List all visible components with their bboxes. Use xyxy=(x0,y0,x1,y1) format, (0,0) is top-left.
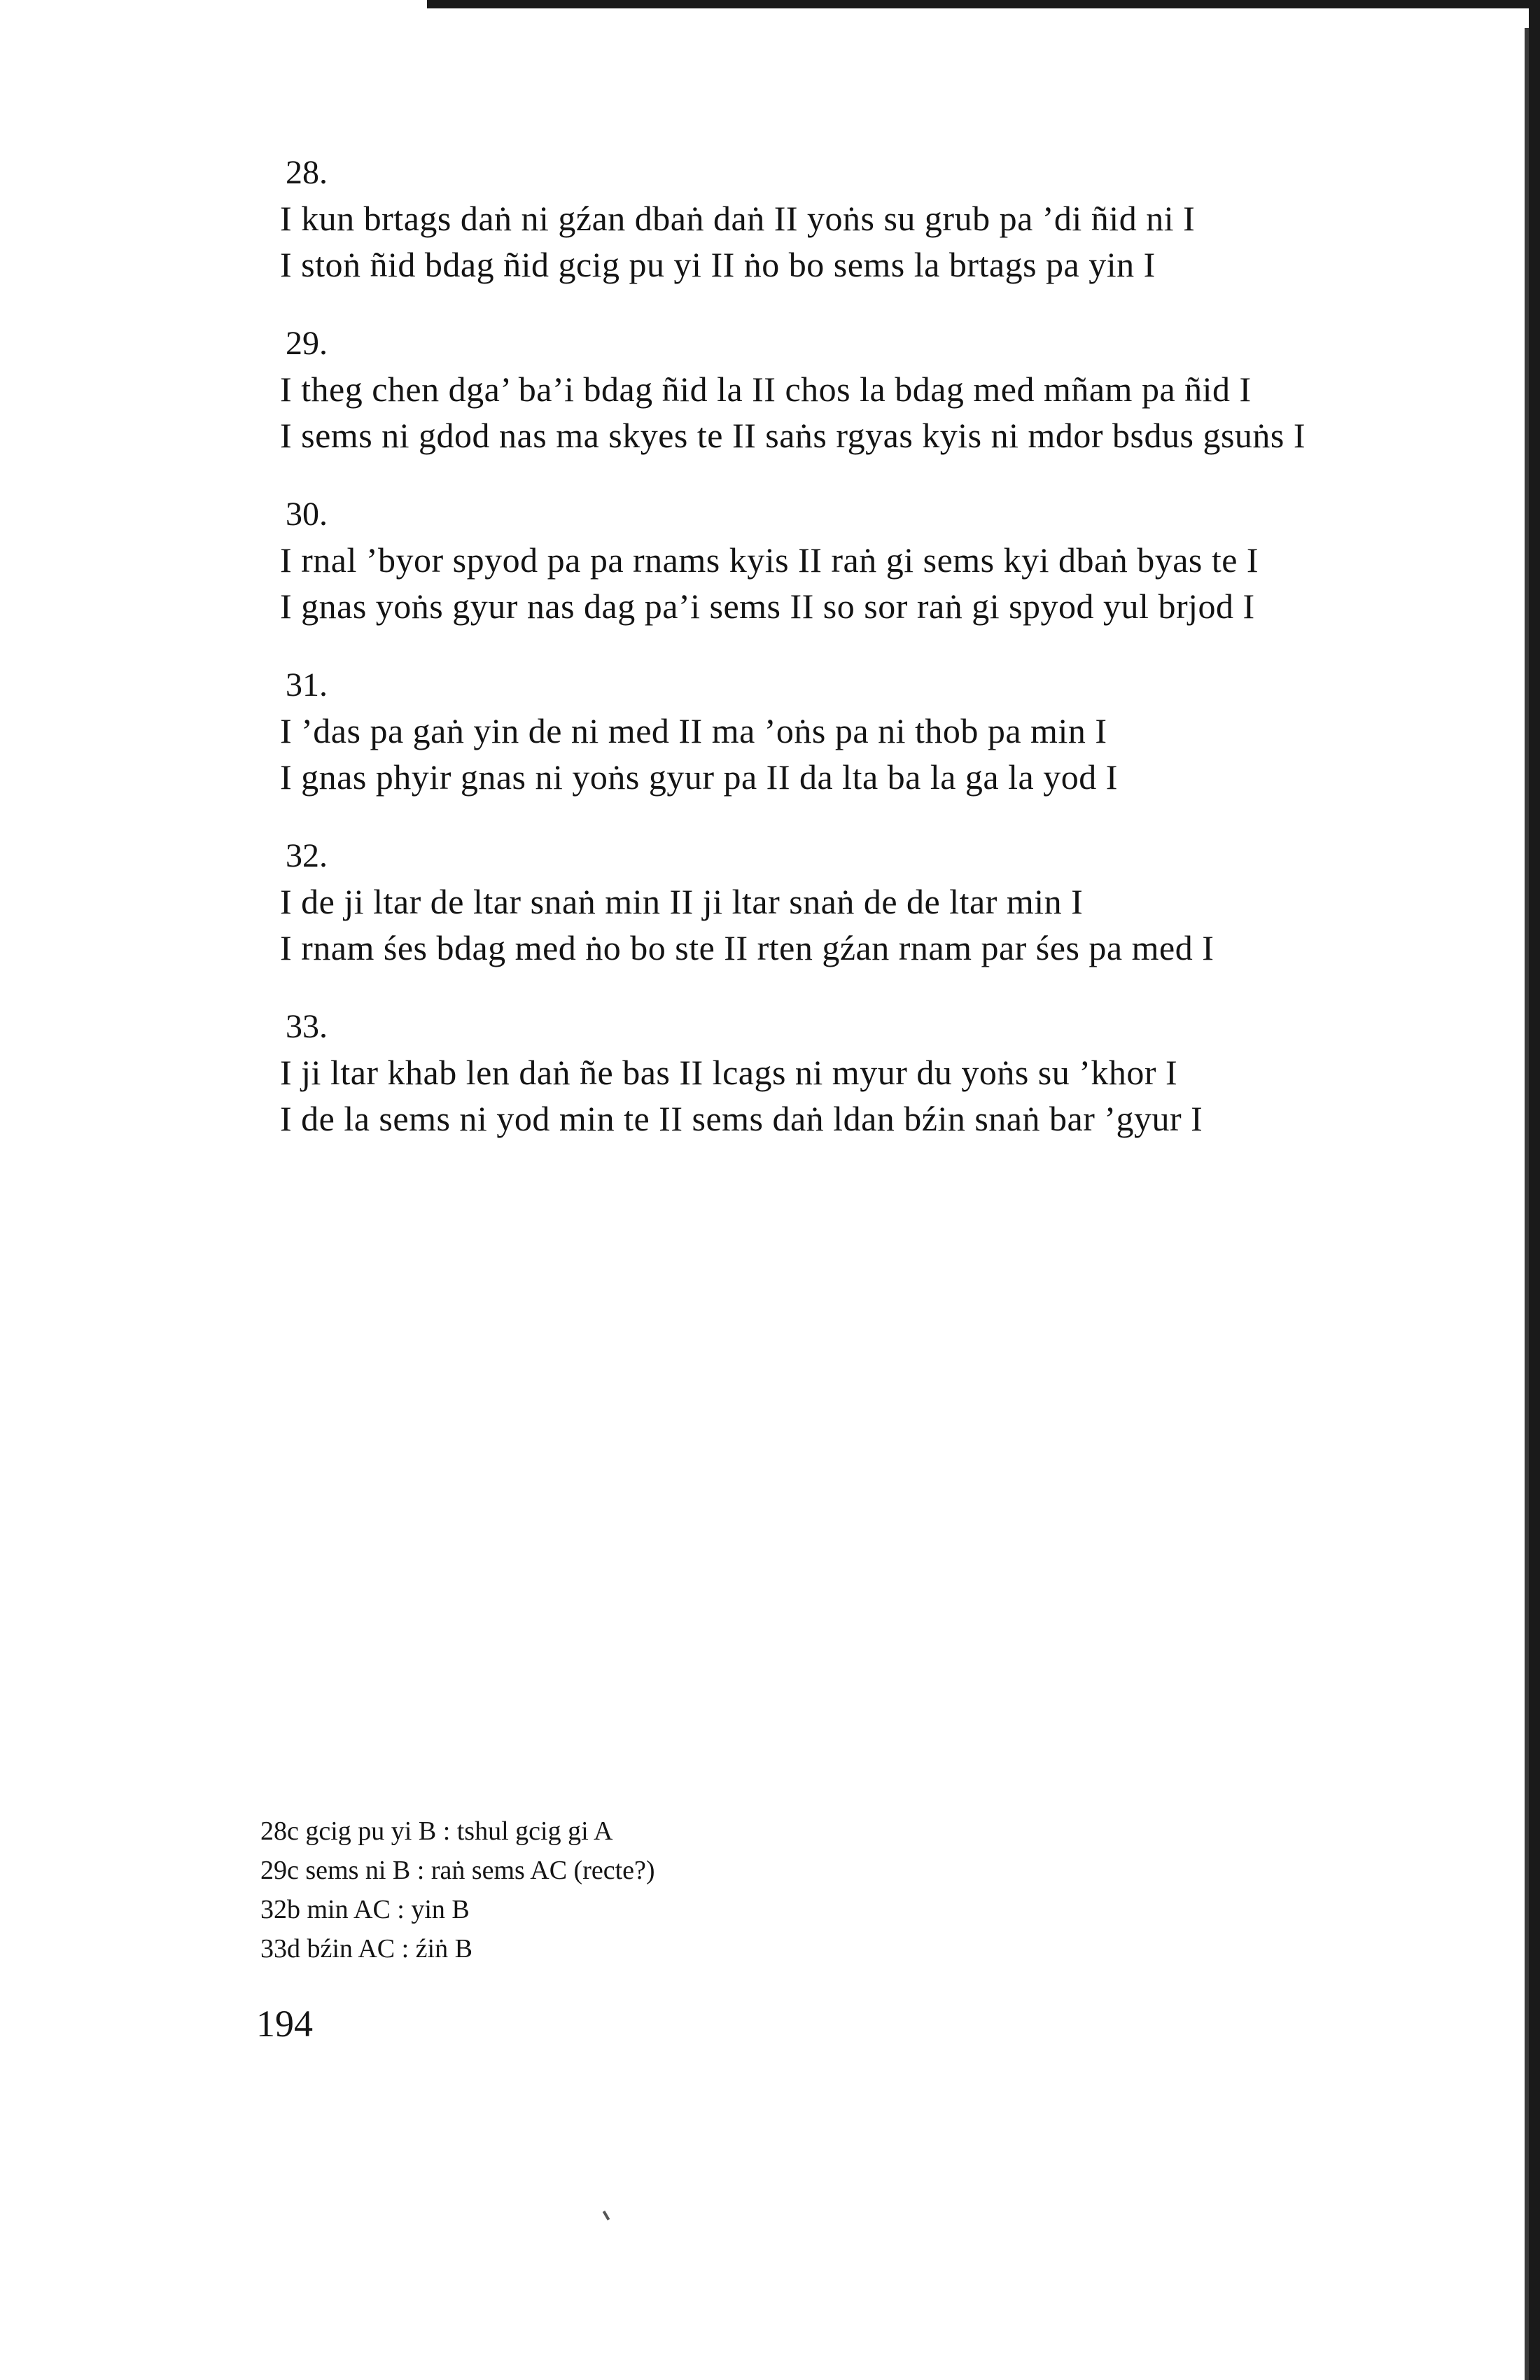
verse-33 xyxy=(280,1004,1428,1142)
page-top-edge-shadow xyxy=(427,0,1540,8)
verse-list xyxy=(280,150,1428,1175)
footnote-29c: 29c sems ni B : raṅ sems AC (recte?) xyxy=(260,1856,655,1885)
verse-number: 32. xyxy=(286,837,328,874)
verse-line: I de la sems ni yod min te II sems daṅ ldan bźin snaṅ bar ’gyur I xyxy=(280,1099,1203,1138)
verse-line: I ’das pa gaṅ yin de ni med II ma ’oṅs pa ni thob pa min I xyxy=(280,711,1107,750)
page-number: 194 xyxy=(256,2003,313,2045)
verse-number: 28. xyxy=(286,154,328,191)
verse-line: I ji ltar khab len daṅ ñe bas II lcags ni myur du yoṅs su ’khor I xyxy=(280,1053,1178,1092)
verse-line: I kun brtags daṅ ni gźan dbaṅ daṅ II yoṅs su grub pa ’di ñid ni I xyxy=(280,199,1196,238)
verse-number: 31. xyxy=(286,666,328,704)
verse-line: I theg chen dga’ ba’i bdag ñid la II chos la bdag med mñam pa ñid I xyxy=(280,370,1252,409)
verse-line: I rnal ’byor spyod pa pa rnams kyis II raṅ gi sems kyi dbaṅ byas te I xyxy=(280,540,1259,580)
verse-line: I stoṅ ñid bdag ñid gcig pu yi II ṅo bo sems la brtags pa yin I xyxy=(280,245,1156,284)
scan-speck xyxy=(603,2211,610,2220)
verse-31 xyxy=(280,663,1428,800)
verse-line: I sems ni gdod nas ma skyes te II saṅs rgyas kyis ni mdor bsdus gsuṅs I xyxy=(280,416,1306,455)
footnotes xyxy=(260,1812,1100,1968)
verse-32 xyxy=(280,834,1428,971)
verse-number: 30. xyxy=(286,496,328,533)
verse-line: I gnas yoṅs gyur nas dag pa’i sems II so sor raṅ gi spyod yul brjod I xyxy=(280,587,1255,626)
verse-line: I rnam śes bdag med ṅo bo ste II rten gźan rnam par śes pa med I xyxy=(280,928,1214,967)
page-right-edge-shadow xyxy=(1529,0,1540,2380)
verse-number: 33. xyxy=(286,1008,328,1045)
footnote-33d: 33d bźin AC : źiṅ B xyxy=(260,1934,472,1963)
verse-line: I gnas phyir gnas ni yoṅs gyur pa II da lta ba la ga la yod I xyxy=(280,757,1118,797)
footnote-32b: 32b min AC : yin B xyxy=(260,1895,470,1924)
verse-30 xyxy=(280,492,1428,629)
verse-29 xyxy=(280,321,1428,458)
verse-line: I de ji ltar de ltar snaṅ min II ji ltar snaṅ de de ltar min I xyxy=(280,882,1084,921)
footnote-28c: 28c gcig pu yi B : tshul gcig gi A xyxy=(260,1816,613,1846)
verse-number: 29. xyxy=(286,325,328,362)
verse-28 xyxy=(280,150,1428,288)
